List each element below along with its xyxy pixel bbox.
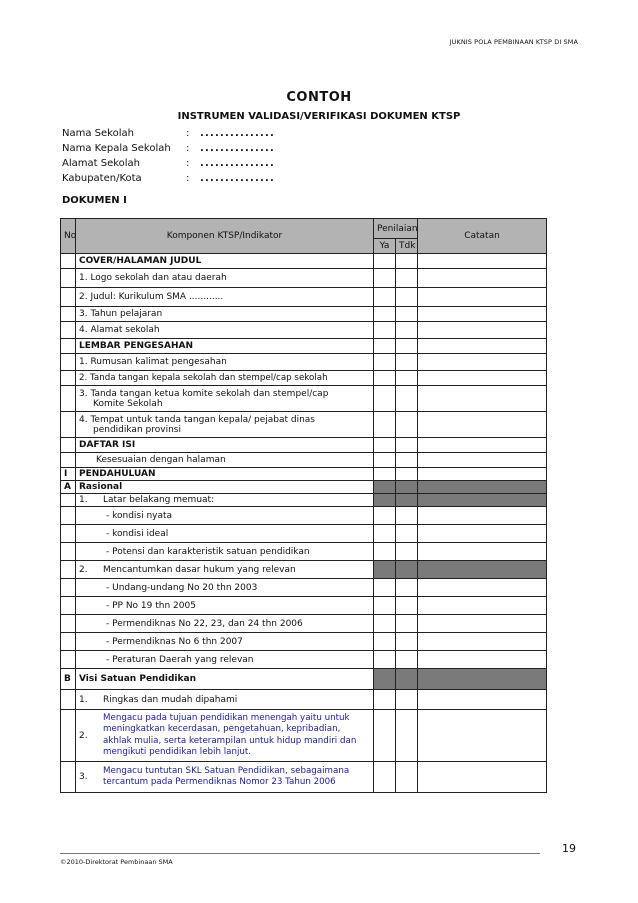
visi-item: 2. Mengacu pada tujuan pendidikan menengah yaitu untuk meningkatkan kecerdasan, pengetahuan, kepribadian, akhlak mulia, serta keterampilan untuk hidup mandiri dan mengikuti pendidikan lebih lanjut. xyxy=(76,710,374,762)
validation-table xyxy=(60,218,547,793)
lembar-item: 1. Rumusan kalimat pengesahan xyxy=(76,354,374,371)
cover-item: 2. Judul: Kurikulum SMA ............ xyxy=(76,288,374,307)
lembar-item: 3. Tanda tangan ketua komite sekolah dan stempel/cap Komite Sekolah xyxy=(76,386,374,412)
running-header: JUKNIS POLA PEMBINAAN KTSP DI SMA xyxy=(449,38,578,46)
table-row xyxy=(61,633,547,651)
visi-item: 3. Mengacu tuntutan SKL Satuan Pendidikan, sebagaimana tercantum pada Permendiknas Nomor 23 Tahun 2006 xyxy=(76,762,374,793)
section-daftar: DAFTAR ISI xyxy=(76,438,374,453)
table-row xyxy=(61,386,547,412)
header-tdk: Tdk xyxy=(396,239,418,254)
table-row xyxy=(61,438,547,453)
table-row xyxy=(61,254,547,269)
rasional-item: 2. Mencantumkan dasar hukum yang relevan xyxy=(76,561,374,579)
table-row xyxy=(61,371,547,386)
table-row xyxy=(61,690,547,710)
title-instrumen: INSTRUMEN VALIDASI/VERIFIKASI DOKUMEN KTSP xyxy=(177,111,461,122)
table-row xyxy=(61,710,547,762)
school-info xyxy=(62,126,275,186)
lembar-item: 2. Tanda tangan kepala sekolah dan stempel/cap sekolah xyxy=(76,371,374,386)
header-catatan: Catatan xyxy=(418,219,547,254)
section-cover: COVER/HALAMAN JUDUL xyxy=(76,254,374,269)
table-row xyxy=(61,494,547,507)
visi-item: 1. Ringkas dan mudah dipahami xyxy=(76,690,374,710)
table-row xyxy=(61,597,547,615)
section-pendahuluan: PENDAHULUAN xyxy=(76,468,374,481)
table-row xyxy=(61,269,547,288)
rasional-subitem: - kondisi ideal xyxy=(76,525,374,543)
table-row: A Rasional xyxy=(61,481,547,494)
table-row xyxy=(61,561,547,579)
table-row xyxy=(61,615,547,633)
info-row: Nama Sekolah : ............... xyxy=(62,128,275,139)
table-row xyxy=(61,762,547,793)
cover-item: 3. Tahun pelajaran xyxy=(76,307,374,322)
document-label: DOKUMEN I xyxy=(62,195,127,206)
info-row: Kabupaten/Kota : ............... xyxy=(62,173,275,184)
table-header-row xyxy=(61,219,547,239)
page-number: 19 xyxy=(562,842,576,855)
table-row: B Visi Satuan Pendidikan xyxy=(61,669,547,690)
footer-divider xyxy=(60,853,540,854)
info-row: Nama Kepala Sekolah : ............... xyxy=(62,143,275,154)
table-row xyxy=(61,525,547,543)
table-row xyxy=(61,543,547,561)
table-row xyxy=(61,339,547,354)
cover-item: 4. Alamat sekolah xyxy=(76,322,374,339)
section-rasional: Rasional xyxy=(76,481,374,494)
table-row xyxy=(61,354,547,371)
rasional-subitem: - Potensi dan karakteristik satuan pendidikan xyxy=(76,543,374,561)
table-row xyxy=(61,288,547,307)
table-row xyxy=(61,322,547,339)
table-row xyxy=(61,412,547,438)
info-row: Alamat Sekolah : ............... xyxy=(62,158,275,169)
section-visi: Visi Satuan Pendidikan xyxy=(76,669,374,690)
table-row xyxy=(61,453,547,468)
section-lembar: LEMBAR PENGESAHAN xyxy=(76,339,374,354)
header-ya: Ya xyxy=(374,239,396,254)
header-penilaian: Penilaian xyxy=(374,219,418,239)
table-row: I PENDAHULUAN xyxy=(61,468,547,481)
title-contoh: CONTOH xyxy=(286,90,352,105)
rasional-subitem: - PP No 19 thn 2005 xyxy=(76,597,374,615)
rasional-subitem: - Permendiknas No 6 thn 2007 xyxy=(76,633,374,651)
rasional-subitem: - Undang-undang No 20 thn 2003 xyxy=(76,579,374,597)
rasional-subitem: - Permendiknas No 22, 23, dan 24 thn 2006 xyxy=(76,615,374,633)
header-komponen: Komponen KTSP/Indikator xyxy=(76,219,374,254)
header-no: No xyxy=(61,219,76,254)
rasional-item: 1. Latar belakang memuat: xyxy=(76,494,374,507)
footer-copyright: ©2010-Direktorat Pembinaan SMA xyxy=(60,858,173,866)
table-row xyxy=(61,507,547,525)
table-row xyxy=(61,651,547,669)
daftar-item: Kesesuaian dengan halaman xyxy=(76,453,374,468)
table-row xyxy=(61,307,547,322)
rasional-subitem: - kondisi nyata xyxy=(76,507,374,525)
table-row xyxy=(61,579,547,597)
cover-item: 1. Logo sekolah dan atau daerah xyxy=(76,269,374,288)
rasional-subitem: - Peraturan Daerah yang relevan xyxy=(76,651,374,669)
lembar-item: 4. Tempat untuk tanda tangan kepala/ pejabat dinas pendidikan provinsi xyxy=(76,412,374,438)
